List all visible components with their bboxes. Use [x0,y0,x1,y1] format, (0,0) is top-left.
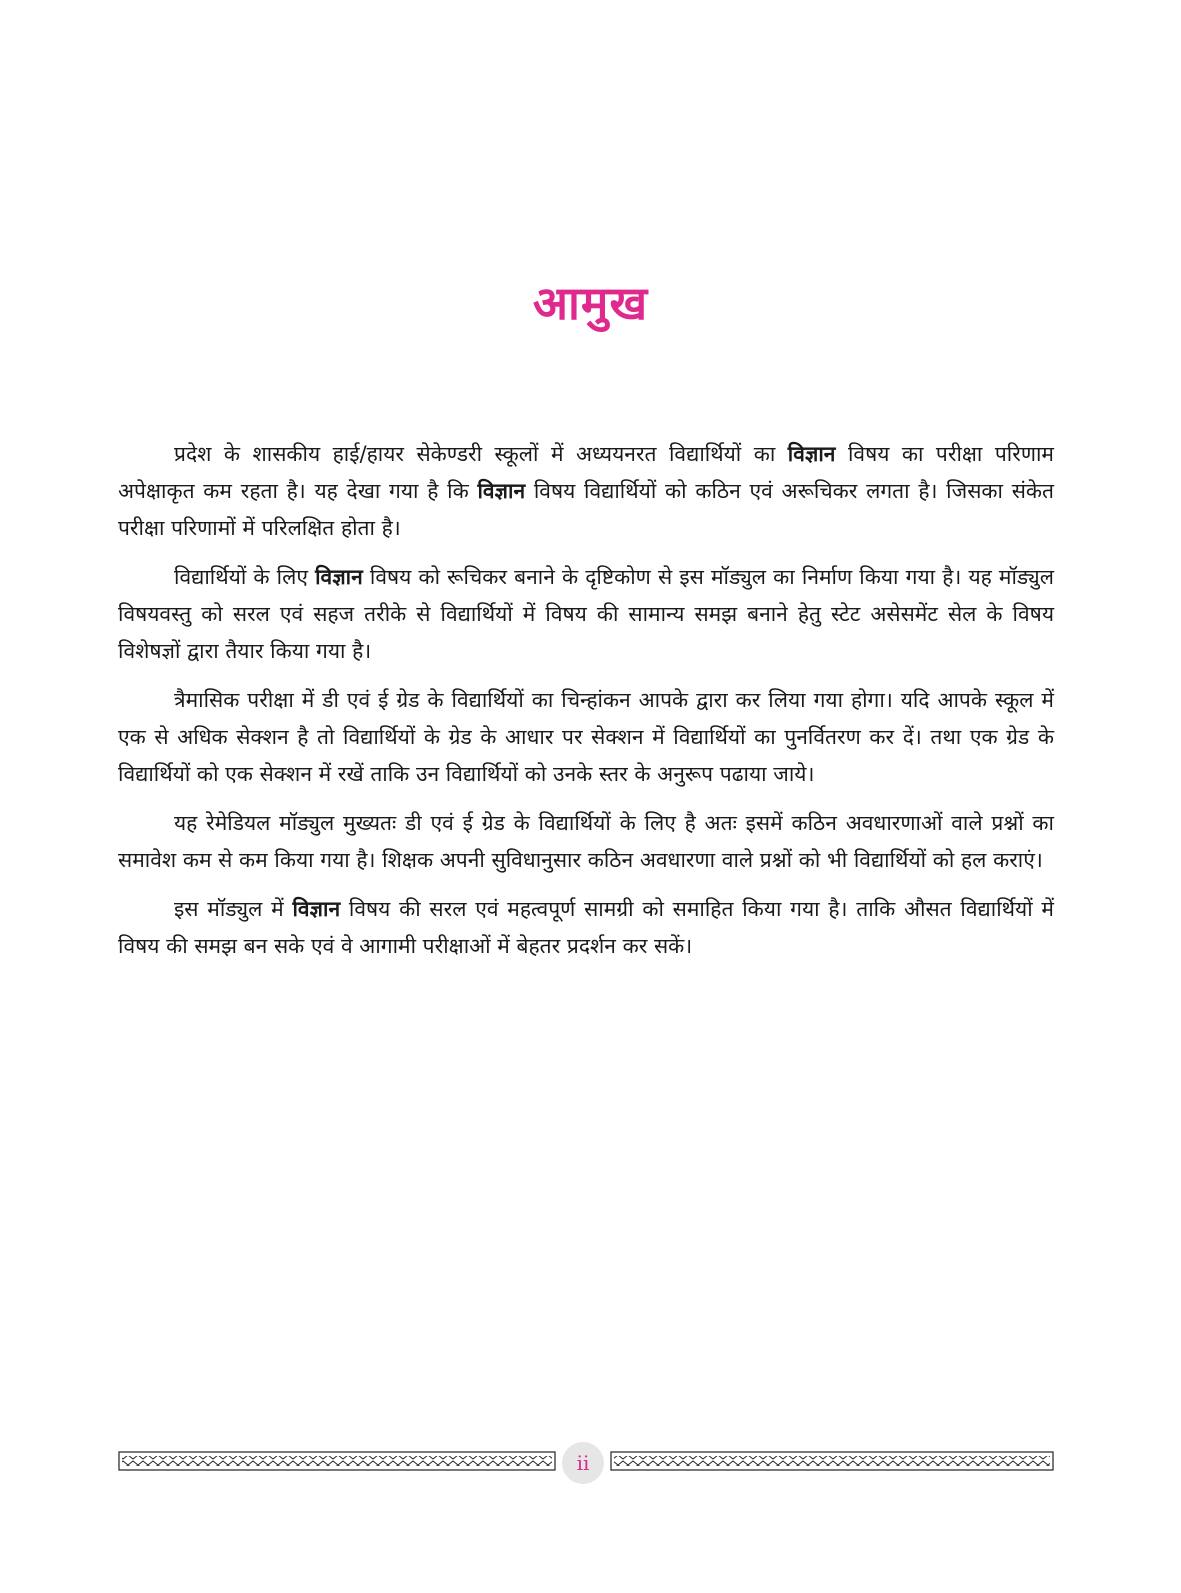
page-title: आमुख [532,275,649,330]
paragraph [118,891,1054,965]
paragraph-text: प्रदेश के शासकीय हाई/हायर सेकेण्डरी स्कूलों में अध्ययनरत विद्यार्थियों का [174,442,788,466]
paragraph-text: विषय विद्यार्थियों को कठिन एवं अरूचिकर लगता है। जिसका संकेत परीक्षा परिणामों में परिलक्षित होता है। [118,479,1054,540]
paragraph [118,805,1054,879]
bold-term: विज्ञान [787,442,836,466]
paragraph-text: विषय को रूचिकर बनाने के दृष्टिकोण से इस मॉड्युल का निर्माण किया गया है। यह मॉड्युल विषयवस्तु को सरल एवं सहज तरीके से विद्यार्थियों में विषय की सामान्य समझ बनाने हेतु स्टेट असेसमेंट सेल के विषय विशेषज्ञों द्वारा तैयार किया गया है। [118,565,1054,663]
paragraph-text: इस मॉड्युल में [174,897,293,921]
bold-term: विज्ञान [477,479,526,503]
paragraph [118,559,1054,670]
paragraph [118,682,1054,793]
page-number: ii [562,1442,604,1484]
paragraph [118,436,1054,547]
paragraph-text: त्रैमासिक परीक्षा में डी एवं ई ग्रेड के विद्यार्थियों का चिन्हांकन आपके द्वारा कर लिया गया होगा। यदि आपके स्कूल में एक से अधिक सेक्शन है तो विद्यार्थियों के ग्रेड के आधार पर सेक्शन में विद्यार्थियों का पुनर्वितरण कर दें। तथा एक ग्रेड के विद्यार्थियों को एक सेक्शन में रखें ताकि उन विद्यार्थियों को उनके स्तर के अनुरूप पढाया जाये। [118,688,1054,786]
bold-term: विज्ञान [292,897,341,921]
bold-term: विज्ञान [315,565,363,589]
paragraph-text: विषय का परीक्षा परिणाम अपेक्षाकृत कम रहता है। यह देखा गया है कि [118,442,1054,503]
paragraph-text: यह रेमेडियल मॉड्युल मुख्यतः डी एवं ई ग्रेड के विद्यार्थियों के लिए है अतः इसमें कठिन अवधारणाओं वाले प्रश्नों का समावेश कम से कम किया गया है। शिक्षक अपनी सुविधानुसार कठिन अवधारणा वाले प्रश्नों को भी विद्यार्थियों को हल कराएं। [118,811,1054,872]
footer-border [118,1450,1054,1474]
body-text [118,436,1054,977]
paragraph-text: विद्यार्थियों के लिए [174,565,316,589]
paragraph-text: विषय की सरल एवं महत्वपूर्ण सामग्री को समाहित किया गया है। ताकि औसत विद्यार्थियों में विषय की समझ बन सके एवं वे आगामी परीक्षाओं में बेहतर प्रदर्शन कर सकें। [118,897,1054,958]
